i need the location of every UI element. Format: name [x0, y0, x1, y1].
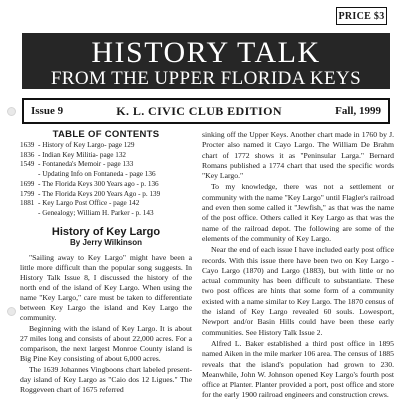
masthead-subtitle: FROM THE UPPER FLORIDA KEYS	[50, 68, 362, 89]
issue-number: Issue 9	[31, 105, 64, 117]
price-box: PRICE $3	[336, 7, 387, 25]
toc-text: - Indian Key Militia- page 132	[38, 150, 127, 159]
toc-year: 1881	[20, 199, 35, 208]
toc-text: - Genealogy; William H. Parker - p. 143	[38, 208, 154, 217]
article-paragraph: Beginning with the island of Key Largo. It is about 27 miles long and consists of about 22,000 acres. For a comparison, the next largest Monroe County island is Big Pine Key consisting of about 6,000 acres.	[20, 323, 192, 363]
masthead-title: HISTORY TALK	[91, 36, 321, 69]
toc-text: - Fontaneda's Memoir - page 133	[38, 160, 134, 169]
toc-item[interactable]	[20, 199, 192, 209]
toc-year	[20, 170, 38, 180]
article-paragraph: Near the end of each issue I have included early post office records. With this issue there have been two on Key Largo - Cayo Largo (1870) and Largo (1883), but with little or no actual community has been difficult to substantiate. These two post offices are hints that some form of a community existed with a name similar to Key Largo. The 1870 census of the island of Key Largo revealed 60 souls. Lowesport, Newport and/or Basin Hills could have been these early communities. See History Talk Issue 2.	[202, 245, 394, 337]
toc-item[interactable]	[20, 180, 192, 190]
issue-bar	[22, 98, 390, 124]
toc-list	[20, 141, 192, 219]
issue-date: Fall, 1999	[335, 105, 381, 117]
toc-year: 1836	[20, 150, 35, 159]
article-paragraph: "Sailing away to Key Largo" might have been a little more difficult than the popular song suggests. In History Talk Issue 8, I discussed the history of the north end of the island of Key Largo. When using the name "Key Largo," care must be taken to differentiate between Key Largo the island and Key Largo the community.	[20, 252, 192, 322]
right-column	[202, 130, 394, 400]
toc-item[interactable]	[20, 151, 192, 161]
article-paragraph: Alfred L. Baker established a third post office in 1895 named Aiken in the mile marker 106 area. The census of 1885 reveals that the island's population had grown to 230. Meanwhile, John W. Johnson opened Key Largo's fourth post office at Planter. Planter provided a port, post office and store for the early 1900 railroad engineers and construction crews.	[202, 338, 394, 400]
masthead	[22, 33, 390, 89]
toc-title: TABLE OF CONTENTS	[52, 129, 160, 140]
article-paragraph: sinking off the Upper Keys. Another chart made in 1760 by J. Procter also named it Cayo Largo. The William De Brahm chart of 1772 shows it as "Peninsular Larga." Bernard Romans published a 1774 chart that used the specific words "Key Largo."	[202, 130, 394, 181]
toc-item[interactable]	[20, 209, 192, 219]
toc-year: 1549	[20, 160, 35, 169]
article-paragraph: To my knowledge, there was not a settlement or community with the name "Key Largo" until Flagler's railroad and even then some called it "Jewfish," as that was the name of the post office. Others called it Key Largo as that was the name of the railroad depot. The following are some of the elements of the community of Key Largo.	[202, 182, 394, 243]
article-byline: By Jerry Wilkinson	[70, 237, 142, 247]
binder-hole	[7, 307, 16, 316]
toc-text: - Updating Info on Fontaneda - page 136	[38, 170, 156, 179]
left-column	[20, 129, 192, 396]
toc-item[interactable]	[20, 190, 192, 200]
toc-year	[20, 209, 38, 219]
toc-year: 1799	[20, 189, 35, 198]
edition-label: K. L. CIVIC CLUB EDITION	[116, 103, 282, 118]
toc-text: - Key Largo Post Office - page 142	[38, 199, 140, 208]
toc-text: - The Florida Keys 200 Years Ago - p. 139	[38, 189, 161, 198]
toc-year: 1699	[20, 179, 35, 188]
article-paragraph: The 1639 Johannes Vingboons chart labeled present-day island of Key Largo as "Caio dos 12 Ligues." The Roggeveen chart of 1675 referred	[20, 364, 192, 394]
toc-year: 1639	[20, 141, 35, 149]
toc-item[interactable]	[20, 160, 192, 170]
binder-hole	[7, 107, 16, 116]
toc-text: - History of Key Largo- page 129	[38, 141, 135, 149]
toc-text: - The Florida Keys 300 Years ago - p. 136	[38, 179, 159, 188]
article-title: History of Key Largo	[51, 225, 161, 238]
toc-item[interactable]	[20, 141, 192, 151]
toc-item[interactable]	[20, 170, 192, 180]
